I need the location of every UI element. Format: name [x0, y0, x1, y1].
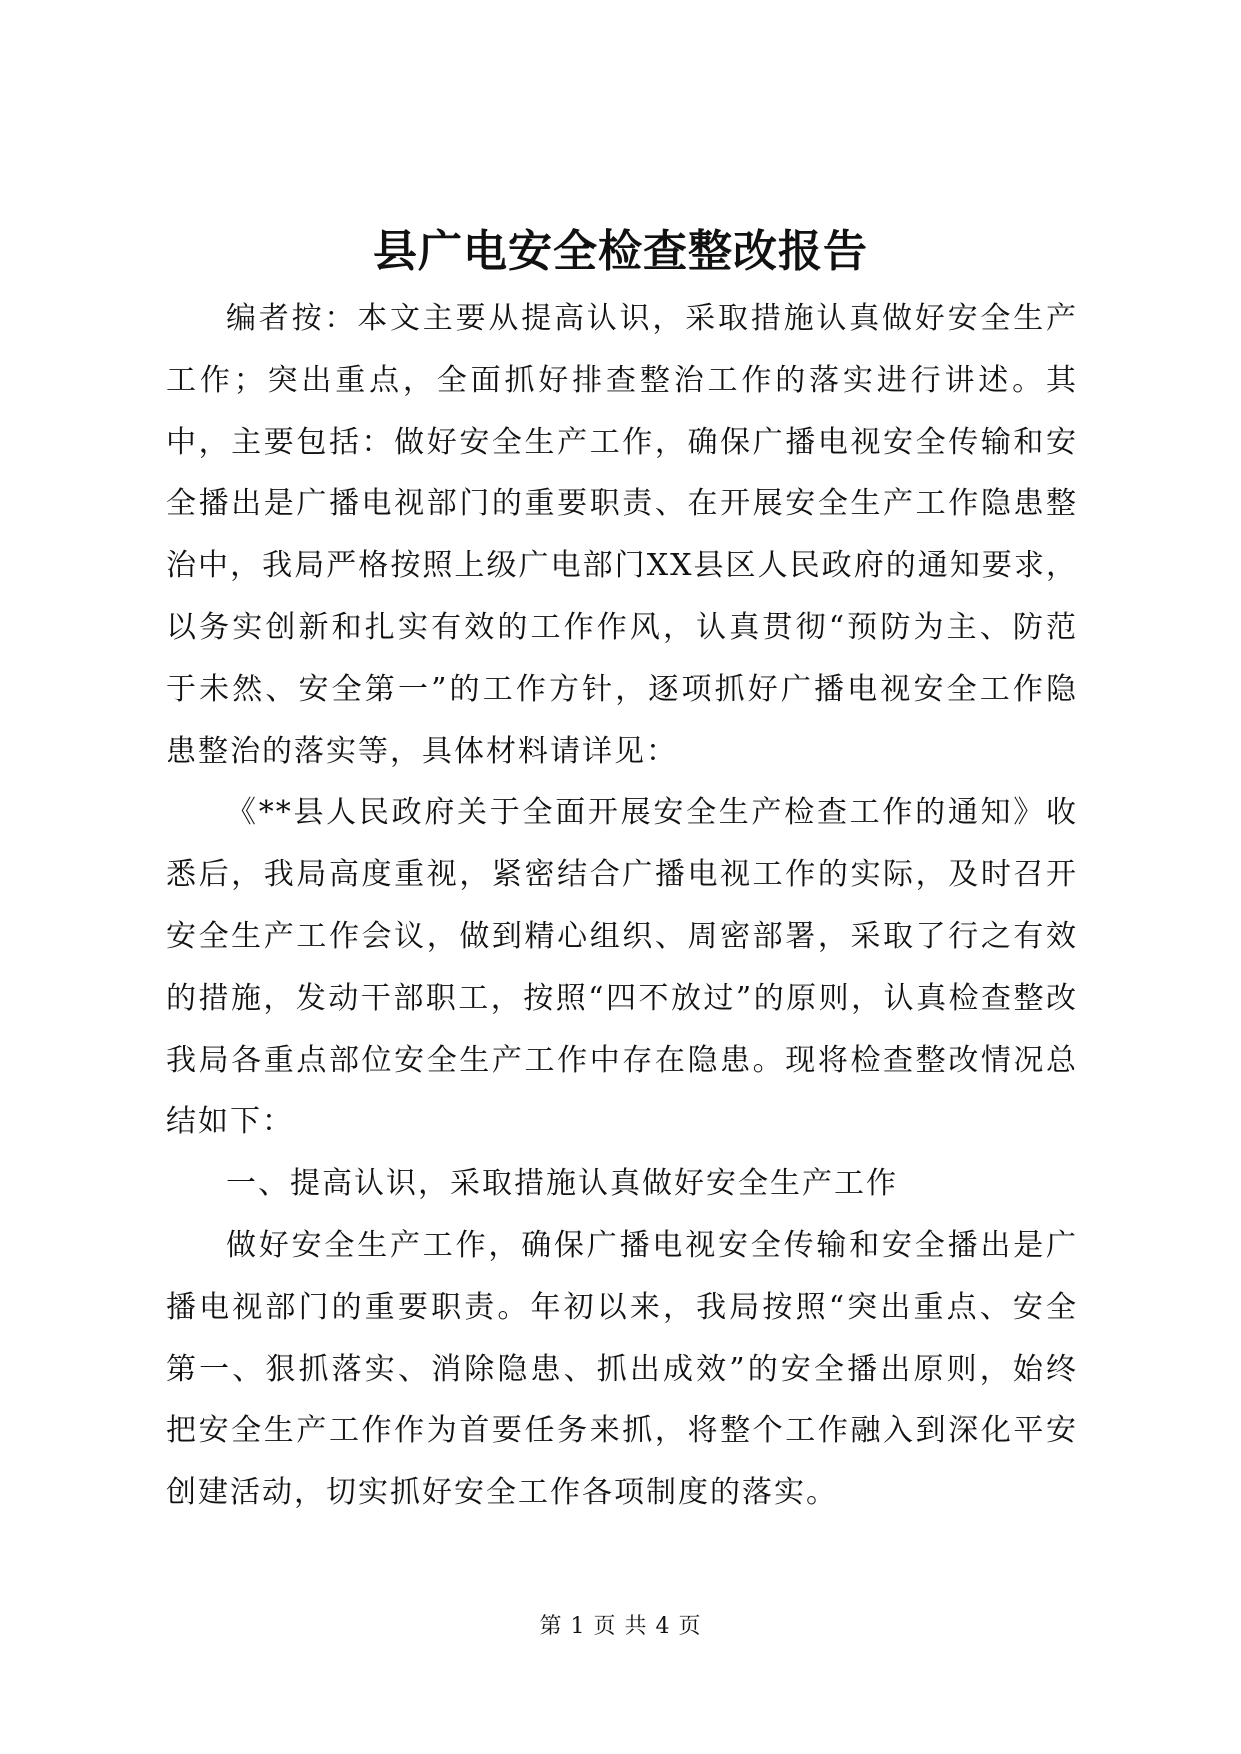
document-body — [166, 288, 1078, 1524]
section-heading: 一、提高认识，采取措施认真做好安全生产工作 — [226, 1166, 898, 1202]
document-title: 县广电安全检查整改报告 — [373, 226, 868, 277]
intro-paragraph: 《**县人民政府关于全面开展安全生产检查工作的通知》收悉后，我局高度重视，紧密结合广播电视工作的实际，及时召开安全生产工作会议，做到精心组织、周密部署，采取了行之有效的措施，发动干部职工，按照“四不放过”的原则，认真检查整改我局各重点部位安全生产工作中存在隐患。现将检查整改情况总结如下： — [166, 795, 1078, 1140]
page-footer: 第 1 页 共 4 页 — [539, 1614, 702, 1639]
section-paragraph: 做好安全生产工作，确保广播电视安全传输和安全播出是广播电视部门的重要职责。年初以来，我局按照“突出重点、安全第一、狠抓落实、消除隐患、抓出成效”的安全播出原则，始终把安全生产工作作为首要任务来抓，将整个工作融入到深化平安创建活动，切实抓好安全工作各项制度的落实。 — [166, 1227, 1078, 1511]
editor-note-paragraph: 编者按：本文主要从提高认识，采取措施认真做好安全生产工作；突出重点，全面抓好排查整治工作的落实进行讲述。其中，主要包括：做好安全生产工作，确保广播电视安全传输和安全播出是广播电视部门的重要职责、在开展安全生产工作隐患整治中，我局严格按照上级广电部门XX县区人民政府的通知要求，以务实创新和扎实有效的工作作风，认真贯彻“预防为主、防范于未然、安全第一”的工作方针，逐项抓好广播电视安全工作隐患整治的落实等，具体材料请详见： — [166, 301, 1078, 769]
